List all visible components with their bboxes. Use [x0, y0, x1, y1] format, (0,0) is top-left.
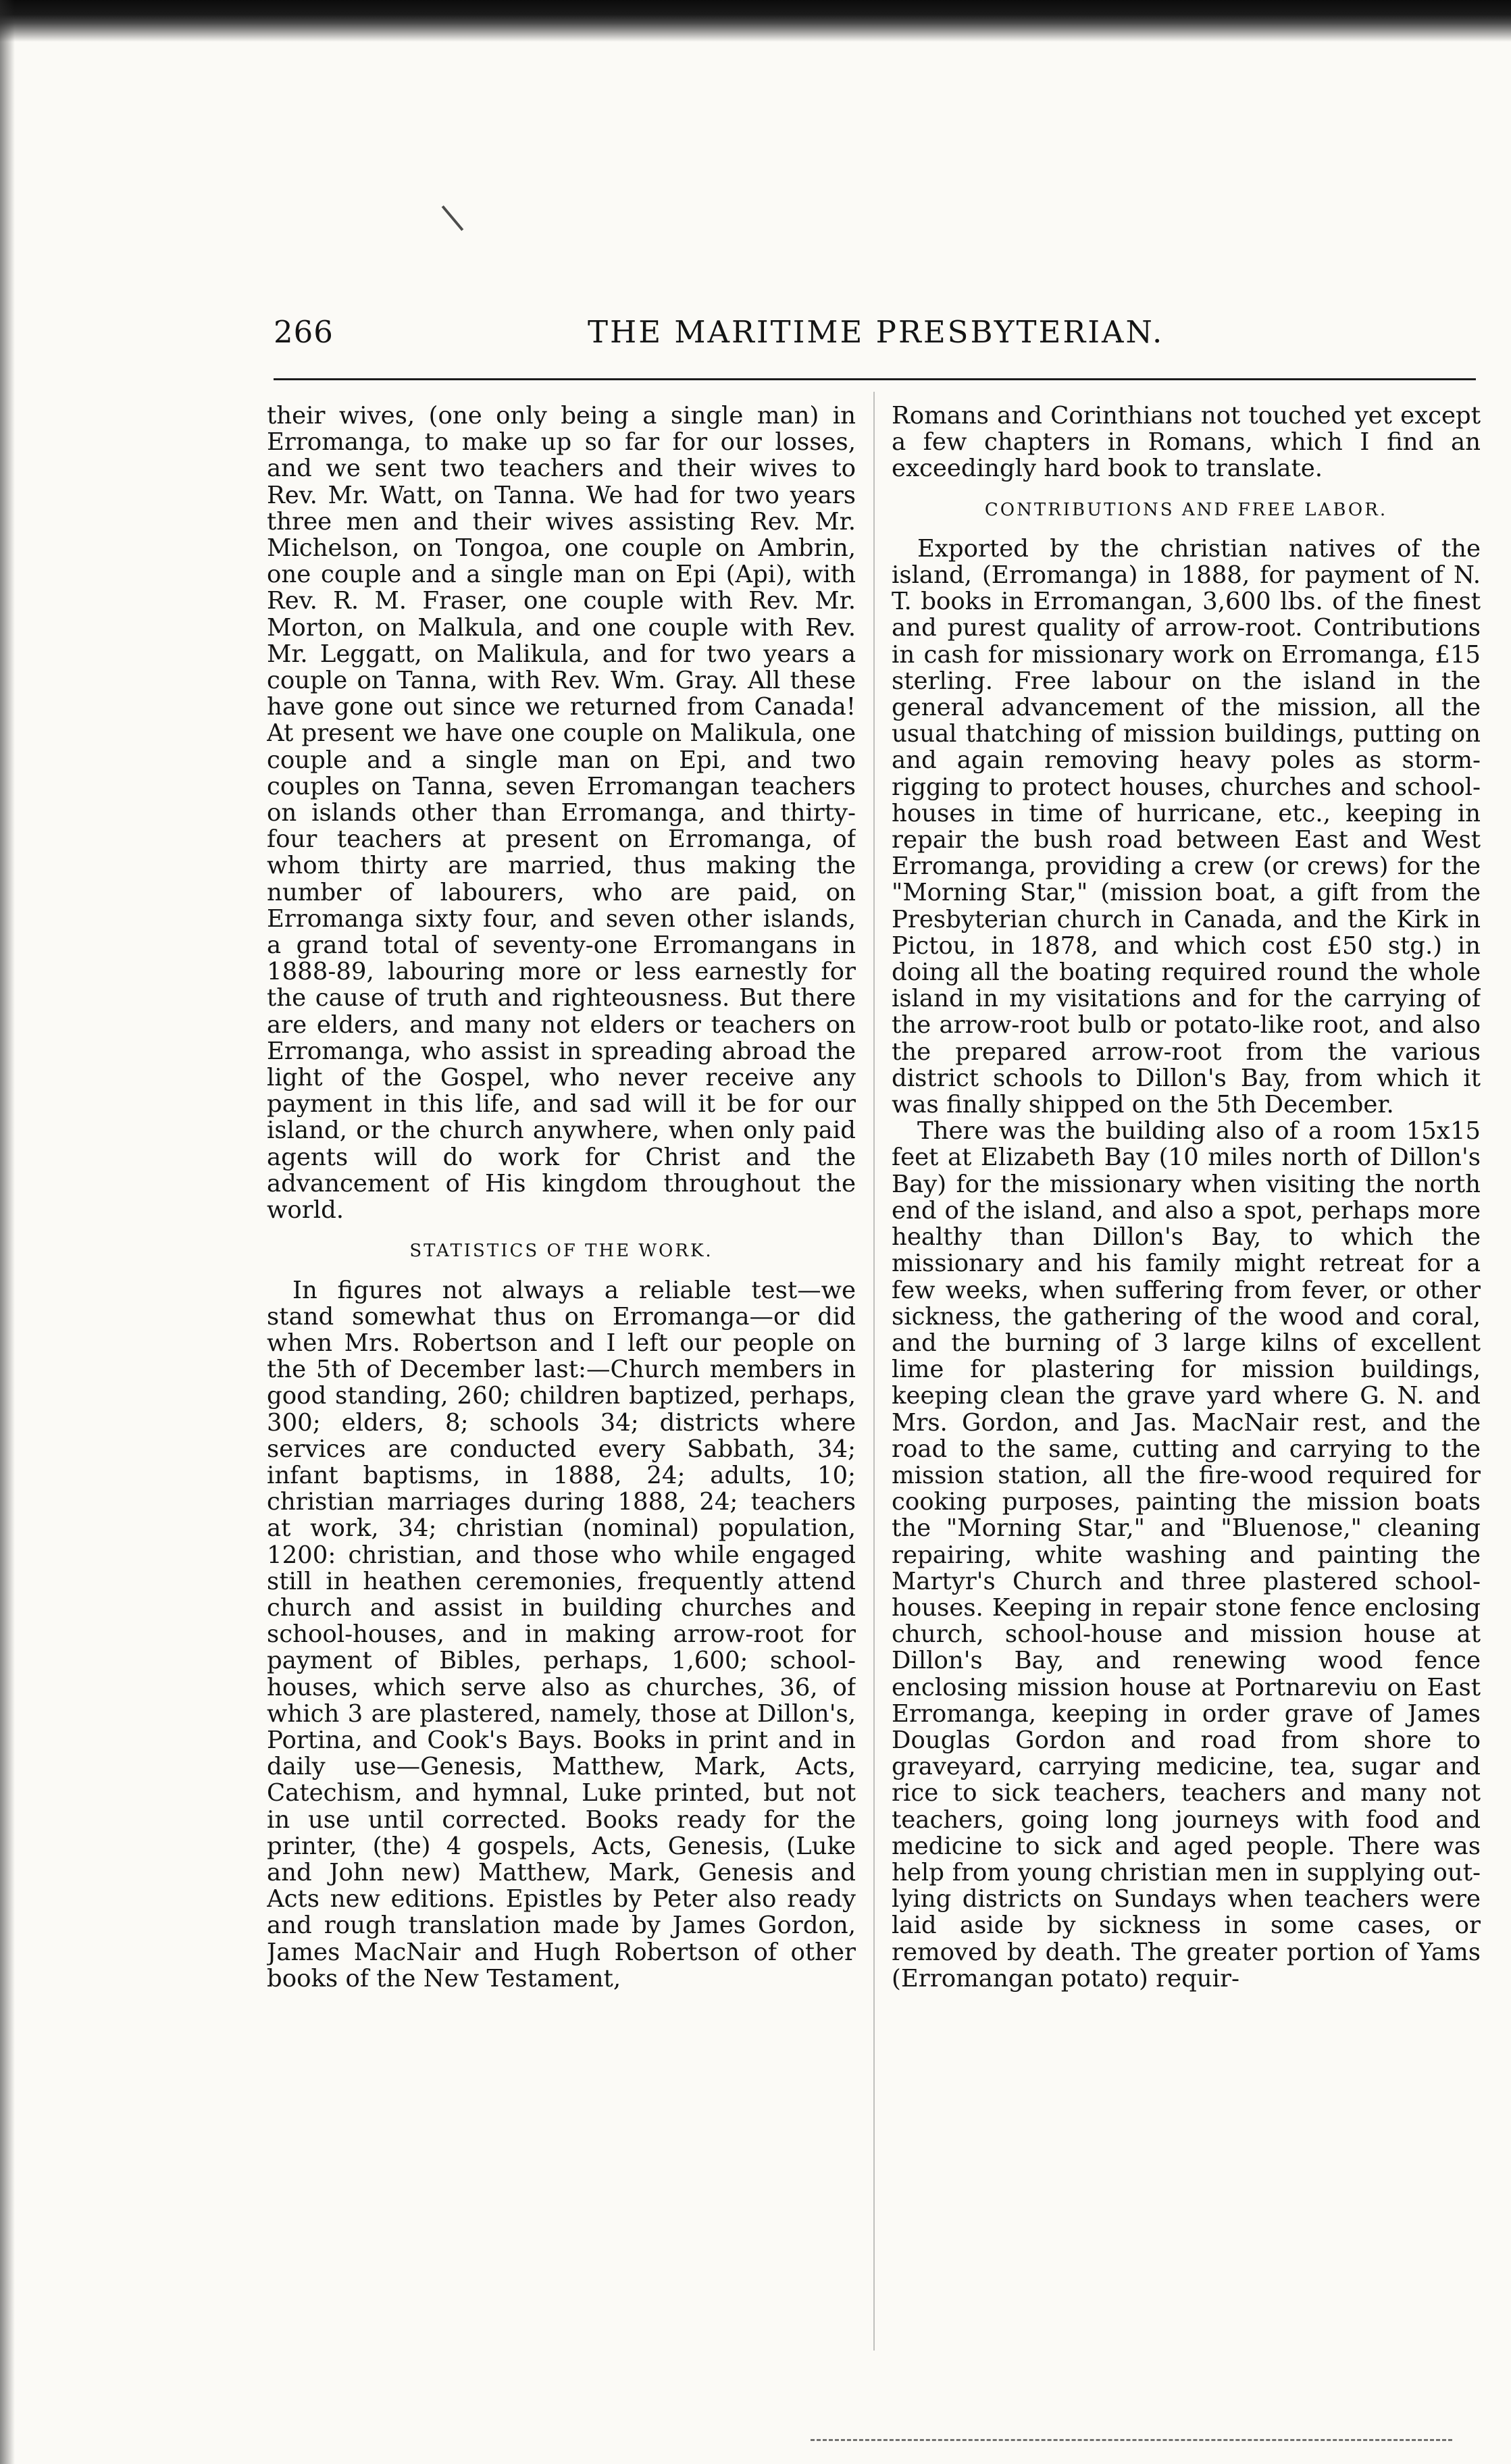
left-paragraph-1: their wives, (one only being a single man) in Erromanga, to make up so far for our losses, and we sent two teachers and their wives to Rev. Mr. Watt, on Tanna. We had for two years three men and their wives assisting Rev. Mr. Michelson, on Tongoa, one couple on Ambrin, one couple and a single man on Epi (Api), with Rev. R. M. Fraser, one couple with Rev. Mr. Morton, on Malkula, and one couple with Rev. Mr. Leggatt, on Malikula, and for two years a couple on Tanna, with Rev. Wm. Gray. All these have gone out since we returned from Canada! At present we have one couple on Malikula, one couple and a single man on Epi, and two couples on Tanna, seven Erromangan teachers on islands other than Erromanga, and thirty-four teachers at present on Erromanga, of whom thirty are married, thus making the number of labourers, who are paid, on Erromanga sixty four, and seven other islands, a grand total of seventy-one Erromangans in 1888-89, labouring more or less earnestly for the cause of truth and righteousness. But there are elders, and many not elders or teachers on Erromanga, who assist in spreading abroad the light of the Gospel, who never receive any payment in this life, and sad will it be for our island, or the church anywhere, when only paid agents will do work for Christ and the advancement of His kingdom throughout the world.	[267, 403, 856, 1225]
left-column	[267, 403, 856, 2348]
page-header	[274, 314, 1476, 355]
right-column	[892, 403, 1481, 2348]
scan-edge-bottom	[811, 2439, 1452, 2445]
right-paragraph-3: There was the building also of a room 15x15 feet at Elizabeth Bay (10 miles north of Dillon's Bay) for the missionary when visiting the north end of the island, and also a spot, perhaps more healthy than Dillon's Bay, to which the missionary and his family might retreat for a few weeks, when suffering from fever, or other sickness, the gathering of the wood and coral, and the burning of 3 large kilns of excellent lime for plastering for mission buildings, keeping clean the grave yard where G. N. and Mrs. Gordon, and Jas. MacNair rest, and the road to the same, cutting and carrying to the mission station, all the fire-wood required for cooking purposes, painting the mission boats the "Morning Star," and "Bluenose," cleaning repairing, white washing and painting the Martyr's Church and three plastered school-houses. Keeping in repair stone fence enclosing church, school-house and mission house at Dillon's Bay, and renewing wood fence enclosing mission house at Portnareviu on East Erromanga, keeping in order grave of James Douglas Gordon and road from shore to graveyard, carrying medicine, tea, sugar and rice to sick teachers, teachers and many not teachers, going long journeys with food and medicine to sick and aged people. There was help from young christian men in supplying out-lying districts on Sundays when teachers were laid aside by sickness in some cases, or removed by death. The greater portion of Yams (Erromangan potato) requir-	[892, 1117, 1481, 1993]
right-paragraph-2: Exported by the christian natives of the island, (Erromanga) in 1888, for payment of N. T. books in Erromangan, 3,600 lbs. of the finest and purest quality of arrow-root. Contributions in cash for missionary work on Erromanga, £15 sterling. Free labour on the island in the general advancement of the mission, all the usual thatching of mission buildings, putting on and again removing heavy poles as storm-rigging to protect houses, churches and school-houses in time of hurricane, etc., keeping in repair the bush road between East and West Erromanga, providing a crew (or crews) for the "Morning Star," (mission boat, a gift from the Presbyterian church in Canada, and the Kirk in Pictou, in 1878, and which cost £50 stg.) in doing all the boating required round the whole island in my visitations and for the carrying of the arrow-root bulb or potato-like root, and also the prepared arrow-root from the various district schools to Dillon's Bay, from which it was finally shipped on the 5th December.	[892, 534, 1481, 1119]
section-heading-statistics: STATISTICS OF THE WORK.	[409, 1241, 713, 1262]
right-paragraph-1: Romans and Corinthians not touched yet except a few chapters in Romans, which I find an exceedingly hard book to translate.	[892, 403, 1481, 483]
column-divider	[873, 392, 875, 2351]
page-number: 266	[274, 314, 334, 350]
section-heading-contributions: CONTRIBUTIONS AND FREE LABOR.	[984, 499, 1388, 520]
scan-shadow-left	[0, 0, 15, 2464]
header-rule	[274, 378, 1476, 380]
left-paragraph-2: In figures not always a reliable test—we stand somewhat thus on Erromanga—or did when Mrs. Robertson and I left our people on the 5th of December last:—Church members in good standing, 260; children baptized, perhaps, 300; elders, 8; schools 34; districts where services are conducted every Sabbath, 34; infant baptisms, in 1888, 24; adults, 10; christian marriages during 1888, 24; teachers at work, 34; christian (nominal) population, 1200: christian, and those who while engaged still in heathen ceremonies, frequently attend church and assist in building churches and school-houses, and in making arrow-root for payment of Bibles, perhaps, 1,600; school-houses, which serve also as churches, 36, of which 3 are plastered, namely, those at Dillon's, Portina, and Cook's Bays. Books in print and in daily use—Genesis, Matthew, Mark, Acts, Catechism, and hymnal, Luke printed, but not in use until corrected. Books ready for the printer, (the) 4 gospels, Acts, Genesis, (Luke and John new) Matthew, Mark, Genesis and Acts new editions. Epistles by Peter also ready and rough translation made by James Gordon, James MacNair and Hugh Robertson of other books of the New Testament,	[267, 1276, 856, 1993]
stray-ink-mark	[442, 205, 464, 231]
scan-shadow-top	[0, 0, 1511, 42]
running-title: THE MARITIME PRESBYTERIAN.	[588, 314, 1164, 350]
